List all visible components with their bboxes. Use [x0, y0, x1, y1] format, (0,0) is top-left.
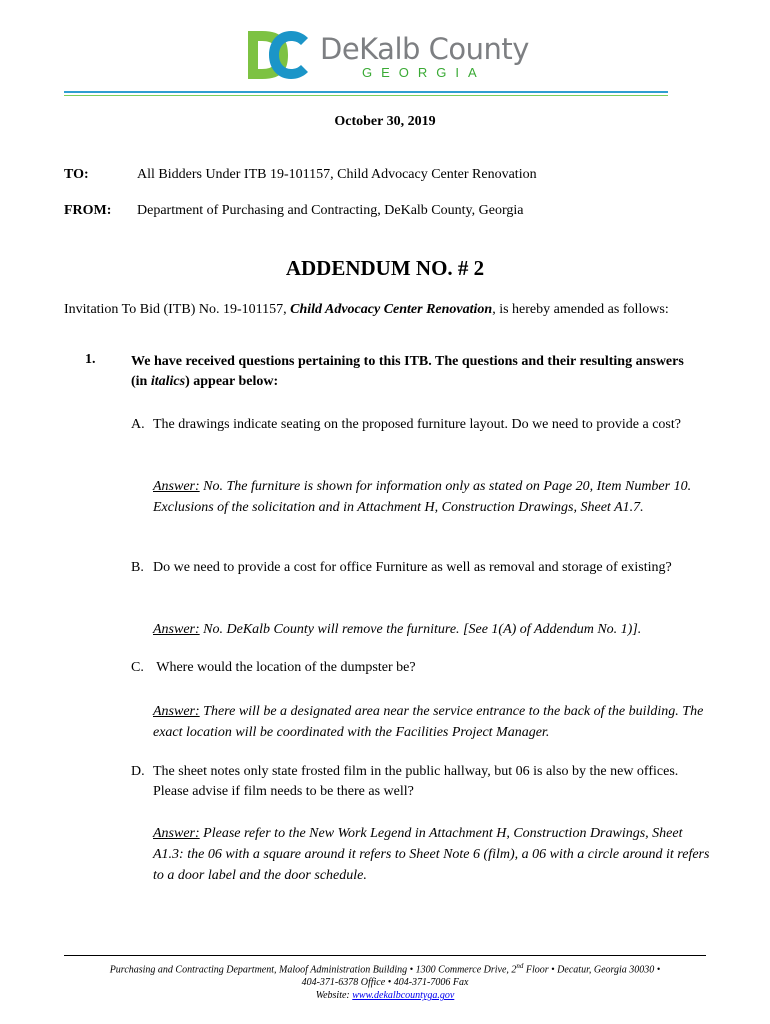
item-text-italic: italics	[150, 374, 186, 389]
answer-a	[153, 476, 713, 518]
logo-name: DeKalb County	[320, 32, 529, 66]
answer-d	[153, 823, 713, 886]
question-letter: B.	[131, 560, 144, 575]
header-divider-green	[64, 95, 668, 96]
item-number: 1.	[85, 352, 96, 367]
question-text: The sheet notes only state frosted film in the public hallway, but 06 is also by the new offices. Please advise if film needs to be there as well?	[153, 764, 679, 799]
footer-divider	[64, 955, 706, 956]
header-divider-blue	[64, 91, 668, 93]
question-letter: C.	[131, 660, 144, 675]
item-text-after: ) appear below:	[185, 374, 279, 389]
dc-logo-mark-icon	[246, 28, 310, 82]
footer-address	[0, 960, 770, 976]
memo-date: October 30, 2019	[334, 114, 436, 129]
answer-label: Answer:	[153, 479, 200, 494]
intro-suffix: , is hereby amended as follows:	[492, 302, 669, 317]
from-value: Department of Purchasing and Contracting, DeKalb County, Georgia	[137, 203, 524, 218]
answer-label: Answer:	[153, 826, 200, 841]
footer-address-part2: Floor • Decatur, Georgia 30030 •	[523, 964, 661, 976]
answer-label: Answer:	[153, 622, 200, 637]
item-text	[131, 352, 691, 392]
intro-project-name: Child Advocacy Center Renovation	[290, 302, 493, 317]
logo-state: GEORGIA	[362, 65, 486, 80]
question-letter: D.	[131, 764, 145, 779]
from-label: FROM:	[64, 203, 112, 218]
answer-text: No. DeKalb County will remove the furniture. [See 1(A) of Addendum No. 1)].	[199, 622, 642, 637]
question-text: Do we need to provide a cost for office Furniture as well as removal and storage of existing?	[153, 560, 672, 575]
footer-address-part1: Purchasing and Contracting Department, Maloof Administration Building • 1300 Commerce Drive, 2	[109, 964, 517, 976]
footer-website-line	[0, 989, 770, 1002]
answer-b	[153, 619, 713, 640]
answer-text: No. The furniture is shown for information only as stated on Page 20, Item Number 10. Exclusions of the solicitation and in Attachment H, Construction Drawings, Sheet A1.7.	[153, 479, 692, 515]
question-text: The drawings indicate seating on the proposed furniture layout. Do we need to provide a cost?	[153, 417, 681, 432]
item-text-before: We have received questions pertaining to this ITB. The questions and their resulting answers (in	[131, 354, 684, 389]
question-letter: A.	[131, 417, 145, 432]
dekalb-county-logo	[246, 28, 546, 82]
to-value: All Bidders Under ITB 19-101157, Child Advocacy Center Renovation	[137, 167, 537, 182]
intro-prefix: Invitation To Bid (ITB) No. 19-101157,	[64, 302, 291, 317]
answer-text: There will be a designated area near the service entrance to the back of the building. The exact location will be coordinated with the Facilities Project Manager.	[153, 704, 704, 740]
intro-paragraph	[64, 300, 684, 320]
question-text: Where would the location of the dumpster be?	[153, 660, 416, 675]
question-c	[131, 658, 706, 678]
answer-c	[153, 701, 713, 743]
footer-phone: 404-371-6378 Office • 404-371-7006 Fax	[301, 977, 469, 989]
addendum-title: ADDENDUM NO. # 2	[285, 256, 485, 280]
footer-address-sup: nd	[516, 962, 524, 970]
answer-label: Answer:	[153, 704, 200, 719]
footer	[0, 960, 770, 1002]
question-d	[131, 762, 706, 802]
question-b	[131, 558, 706, 578]
question-a	[131, 415, 706, 435]
answer-text: Please refer to the New Work Legend in Attachment H, Construction Drawings, Sheet A1.3: the 06 with a square around it refers to Sheet Note 6 (film), a 06 with a circle around it refers to a door label and the door schedule.	[153, 826, 710, 883]
footer-website-link[interactable]: www.dekalbcountyga.gov	[352, 990, 455, 1002]
to-label: TO:	[64, 167, 89, 182]
footer-website-label: Website:	[315, 990, 353, 1002]
